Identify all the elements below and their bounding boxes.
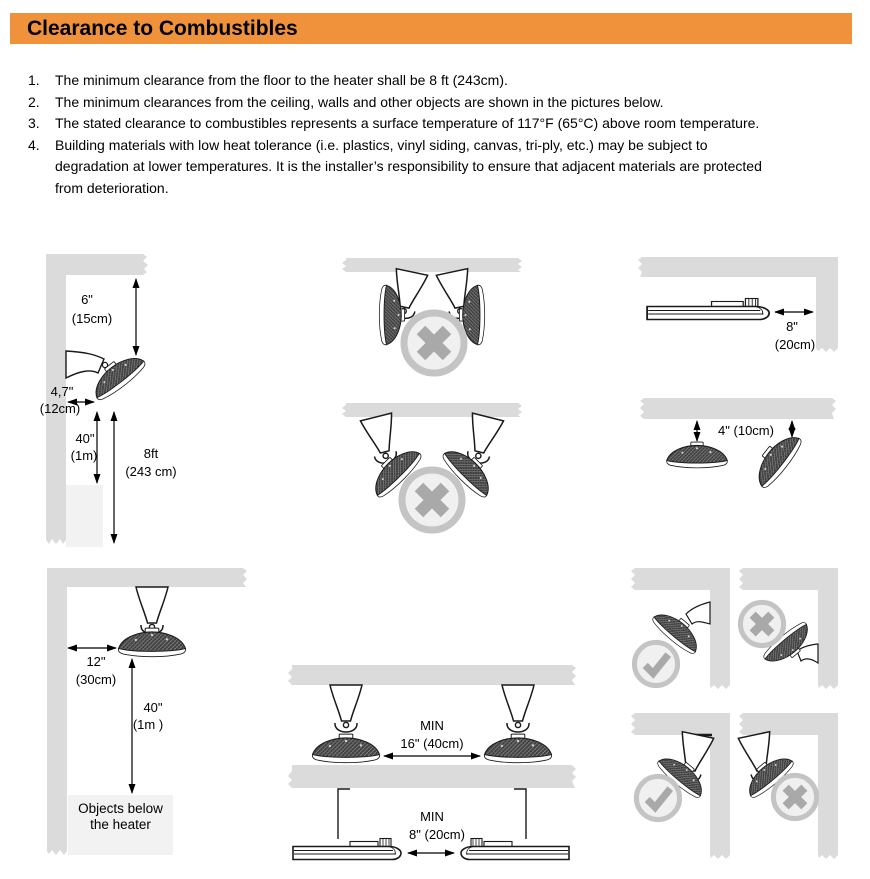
ceiling [739,713,838,735]
hanging-cone-icon [330,685,362,732]
label-to-floor-metric: (243 cm) [125,464,177,479]
label-to-ceiling: 6" [81,292,93,307]
ceiling [342,258,522,272]
page-title: Clearance to Combustibles [27,17,298,40]
note-item-3: The stated clearance to combustibles represents a surface temperature of 117°F (65°C) above room temperature. [55,115,760,131]
label-side-min: MIN [420,718,444,733]
heater-dome-icon [118,628,185,657]
heater-side-view-icon [293,839,401,860]
label-to-ceiling-metric: (15cm) [71,311,113,326]
objects-below-caption: Objects below the heater [78,801,163,832]
note-item-1: The minimum clearance from the floor to the heater shall be 8 ft (243cm). [55,72,508,88]
label-end-min: MIN [420,809,444,824]
ceiling [640,398,836,419]
diagram-corner-orientations [618,558,863,879]
label-to-wall-metric: (12cm) [39,401,81,416]
hanging-cone-icon [136,587,168,634]
label-to-wall-metric: (30cm) [75,672,117,687]
ceiling [631,568,730,590]
label-to-wall: 4,7" [50,384,74,399]
label-to-object-metric: (1m ) [132,717,164,732]
ceiling [47,568,247,587]
label-end-value: 8" (20cm) [409,827,465,842]
label-to-object: 40" [75,431,95,446]
diagram-facing-heaters-prohibited [332,253,532,545]
suspension-rod [338,789,350,839]
heater-side-view-icon [461,839,569,860]
clearance-notes-list [28,70,785,199]
ceiling [631,713,730,735]
note-item-2: The minimum clearances from the ceiling, walls and other objects are shown in the pictures below. [55,93,664,110]
label-end-wall-metric: (20cm) [774,337,816,352]
wall [818,735,838,859]
wall [818,590,838,689]
ceiling [288,665,576,685]
prohibited-icon [404,313,464,373]
note-item-4: Building materials with low heat tolerance (i.e. plastics, vinyl siding, canvas, tri-ply, etc.) may be subject to degradation at lower temperatures. It is the installer’s responsibility to ensure that adjacent materials are protected from deterioration. [55,136,762,196]
prohibited-icon [740,602,783,645]
object-below [66,485,103,547]
heater-dome-icon [312,734,379,763]
label-below-ceiling: 4" (10cm) [718,423,774,438]
hanging-cone-icon [502,685,534,732]
suspension-rod [514,789,526,839]
wall [46,254,66,544]
mount-cone [66,351,104,378]
diagram-wall-and-ceiling-clearances [620,255,860,483]
wall [816,277,838,352]
approved-icon [634,642,677,685]
label-end-wall: 8" [786,319,798,334]
heater-dome-icon [667,442,728,468]
heater-dome-icon [484,734,551,763]
ceiling [288,765,576,788]
wall [710,735,730,859]
label-to-object-metric: (1m) [70,448,98,463]
approved-icon [636,776,679,819]
ceiling [739,568,838,590]
prohibited-icon [402,470,462,530]
section-header-bar [10,13,852,44]
label-to-wall: 12" [86,654,106,669]
diagram-wall-mount-clearances [30,252,290,548]
prohibited-icon [773,775,816,818]
ceiling [342,403,522,417]
mount-cone [686,602,710,624]
label-to-floor: 8ft [143,446,159,461]
mount-cone [797,644,818,663]
heater-side-view-icon [647,299,769,320]
label-to-object: 40" [143,700,163,715]
diagram-minimum-spacing [280,655,600,875]
wall [710,590,730,689]
ceiling [638,257,838,277]
label-side-value: 16" (40cm) [400,736,464,751]
wall [47,568,67,855]
